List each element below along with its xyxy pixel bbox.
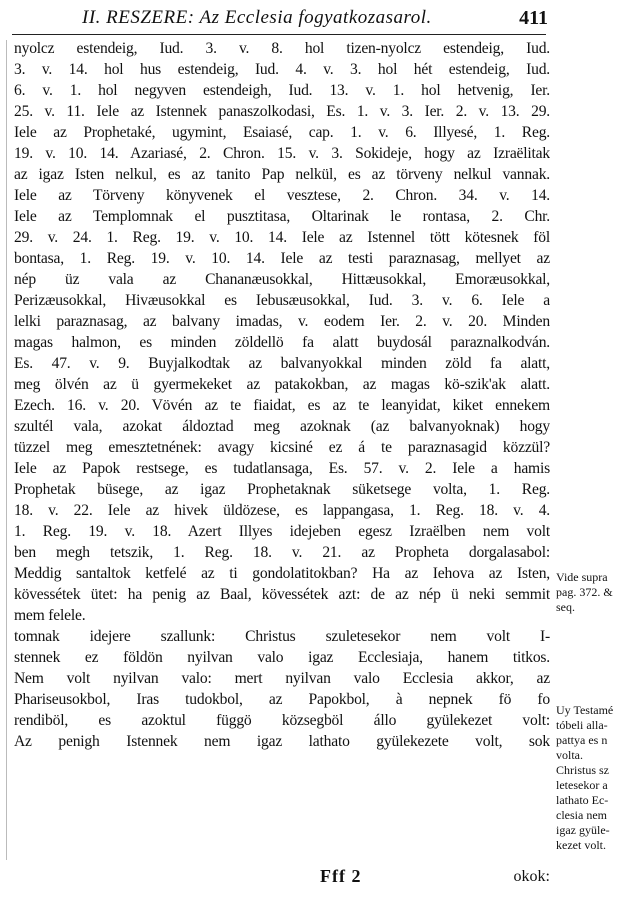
text-line: mem felele. bbox=[14, 607, 86, 624]
page-number: 411 bbox=[519, 7, 548, 29]
margin-note-line: Christus sz bbox=[556, 763, 610, 777]
margin-note-line: clesia nem bbox=[556, 808, 607, 822]
page-edge-shadow bbox=[6, 40, 7, 860]
text-line: Prophetak büsege, az igaz Prophetaknak süketsege volta, 1. Reg. bbox=[14, 481, 550, 498]
page-footer bbox=[14, 866, 550, 890]
text-line: 25. v. 11. Iele az Istennek panaszolkodasi, Es. 1. v. 3. Ier. 2. v. 13. 29. bbox=[14, 103, 550, 120]
text-line: 19. v. 10. 14. Azariasé, 2. Chron. 15. v. 3. Sokideje, hogy az Izraëlitak bbox=[14, 145, 550, 162]
text-line: Phariseusokbol, Iras tudokbol, az Papokbol, à nepnek fö fo bbox=[14, 691, 550, 708]
text-line: Perizæusokkal, Hivæusokkal es Iebusæusokkal, Iud. 3. v. 6. Iele a bbox=[14, 292, 550, 309]
text-line: Iele az Templomnak el pusztitasa, Oltarinak le rontasa, 2. Chr. bbox=[14, 208, 550, 225]
text-line: tüzzel meg emesztetnének: avagy kicsiné ez á te paraznasagid közzül? bbox=[14, 439, 550, 456]
text-line: meg ölvén az ü gyermekeket az patakokban, az magas kö-szik'ak alatt. bbox=[14, 376, 550, 393]
body-text bbox=[14, 38, 550, 752]
text-line: rendiböl, es azoktul függö közsegböl állo gyülekezet volt: bbox=[14, 712, 550, 729]
text-line: Iele az Prophetaké, ugymint, Esaiasé, cap. 1. v. 6. Illyesé, 1. Reg. bbox=[14, 124, 550, 141]
text-line: stennek ez földön nyilvan valo igaz Ecclesiaja, hanem titkos. bbox=[14, 649, 550, 666]
text-line: az igaz Isten nelkul, es az tanito Pap nelkül, es az törveny nelkul vannak. bbox=[14, 166, 550, 183]
text-line: tomnak idejere szallunk: Christus szuletesekor nem volt I- bbox=[14, 628, 550, 645]
text-line: magas halmon, es minden zöldellö fa alatt buydosál paraznalkodván. bbox=[14, 334, 550, 351]
margin-note-line: volta. bbox=[556, 748, 583, 762]
margin-note-line: letesekor a bbox=[556, 778, 608, 792]
text-line: 1. Reg. 19. v. 18. Azert Illyes idejeben egesz Izraëlben nem volt bbox=[14, 523, 550, 540]
margin-note-line: igaz gyüle- bbox=[556, 823, 610, 837]
margin-note-line: tóbeli alla- bbox=[556, 718, 608, 732]
text-line: Iele az Törveny könyvenek el vesztese, 2. Chron. 34. v. 14. bbox=[14, 187, 550, 204]
margin-note-vide-supra bbox=[556, 570, 630, 615]
running-title: II. RESZERE: Az Ecclesia fogyatkozasarol. bbox=[82, 7, 432, 28]
text-line: Nem volt nyilvan valo: mert nyilvan valo Ecclesia akkor, az bbox=[14, 670, 550, 687]
margin-note-uy-testamentom bbox=[556, 703, 630, 853]
running-header bbox=[12, 4, 546, 35]
text-line: nép üz vala az Chananæusokkal, Hittæusokkal, Emoræusokkal, bbox=[14, 271, 550, 288]
margin-note-line: Uy Testamé bbox=[556, 703, 614, 717]
text-line: Iele az Papok restsege, es tudatlansaga, Es. 57. v. 2. Iele a hamis bbox=[14, 460, 550, 477]
text-line: nyolcz estendeig, Iud. 3. v. 8. hol tizen-nyolcz estendeig, Iud. bbox=[14, 40, 550, 57]
text-line: kövessétek ütet: ha penig az Baal, kövessétek azt: de az nép ü neki semmit bbox=[14, 586, 550, 603]
text-line: Meddig santaltok ketfelé az ti gondolatitokban? Ha az Iehova az Isten, bbox=[14, 565, 550, 582]
signature-mark: Fff 2 bbox=[320, 866, 362, 886]
text-line: 3. v. 14. hol hus estendeig, Iud. 4. v. 3. hol hét estendeig, Iud. bbox=[14, 61, 550, 78]
margin-note-line: kezet volt. bbox=[556, 838, 606, 852]
text-line: Az penigh Istennek nem igaz lathato gyülekezete volt, sok bbox=[14, 733, 550, 750]
text-line: 6. v. 1. hol negyven estendeigh, Iud. 13. v. 1. hol hetvenig, Ier. bbox=[14, 82, 550, 99]
text-line: bontasa, 1. Reg. 19. v. 10. 14. Iele az testi paraznasag, mellyet az bbox=[14, 250, 550, 267]
text-line: lelki paraznasag, az balvany imadas, v. eodem Ier. 2. v. 20. Minden bbox=[14, 313, 550, 330]
margin-note-line: pag. 372. & bbox=[556, 585, 613, 599]
margin-note-line: pattya es n bbox=[556, 733, 608, 747]
margin-note-line: Vide supra bbox=[556, 570, 608, 584]
margin-note-line: seq. bbox=[556, 600, 575, 614]
catchword: okok: bbox=[513, 868, 550, 885]
text-line: 18. v. 22. Iele az hivek üldözese, es lappangasa, 1. Reg. 18. v. 4. bbox=[14, 502, 550, 519]
margin-note-line: lathato Ec- bbox=[556, 793, 609, 807]
text-line: 29. v. 24. 1. Reg. 19. v. 10. 14. Iele az Istennel tött kötesnek föl bbox=[14, 229, 550, 246]
text-line: Ezech. 16. v. 20. Vövén az te fiaidat, es az te leanyidat, kiket ennekem bbox=[14, 397, 550, 414]
text-line: Es. 47. v. 9. Buyjalkodtak az balvanyokkal minden zöld fa alatt, bbox=[14, 355, 550, 372]
text-line: ben megh tetszik, 1. Reg. 18. v. 21. az Propheta dorgalasabol: bbox=[14, 544, 550, 561]
text-line: szultél vala, azokat áldoztad meg azoknak (az balvanyoknak) hogy bbox=[14, 418, 550, 435]
